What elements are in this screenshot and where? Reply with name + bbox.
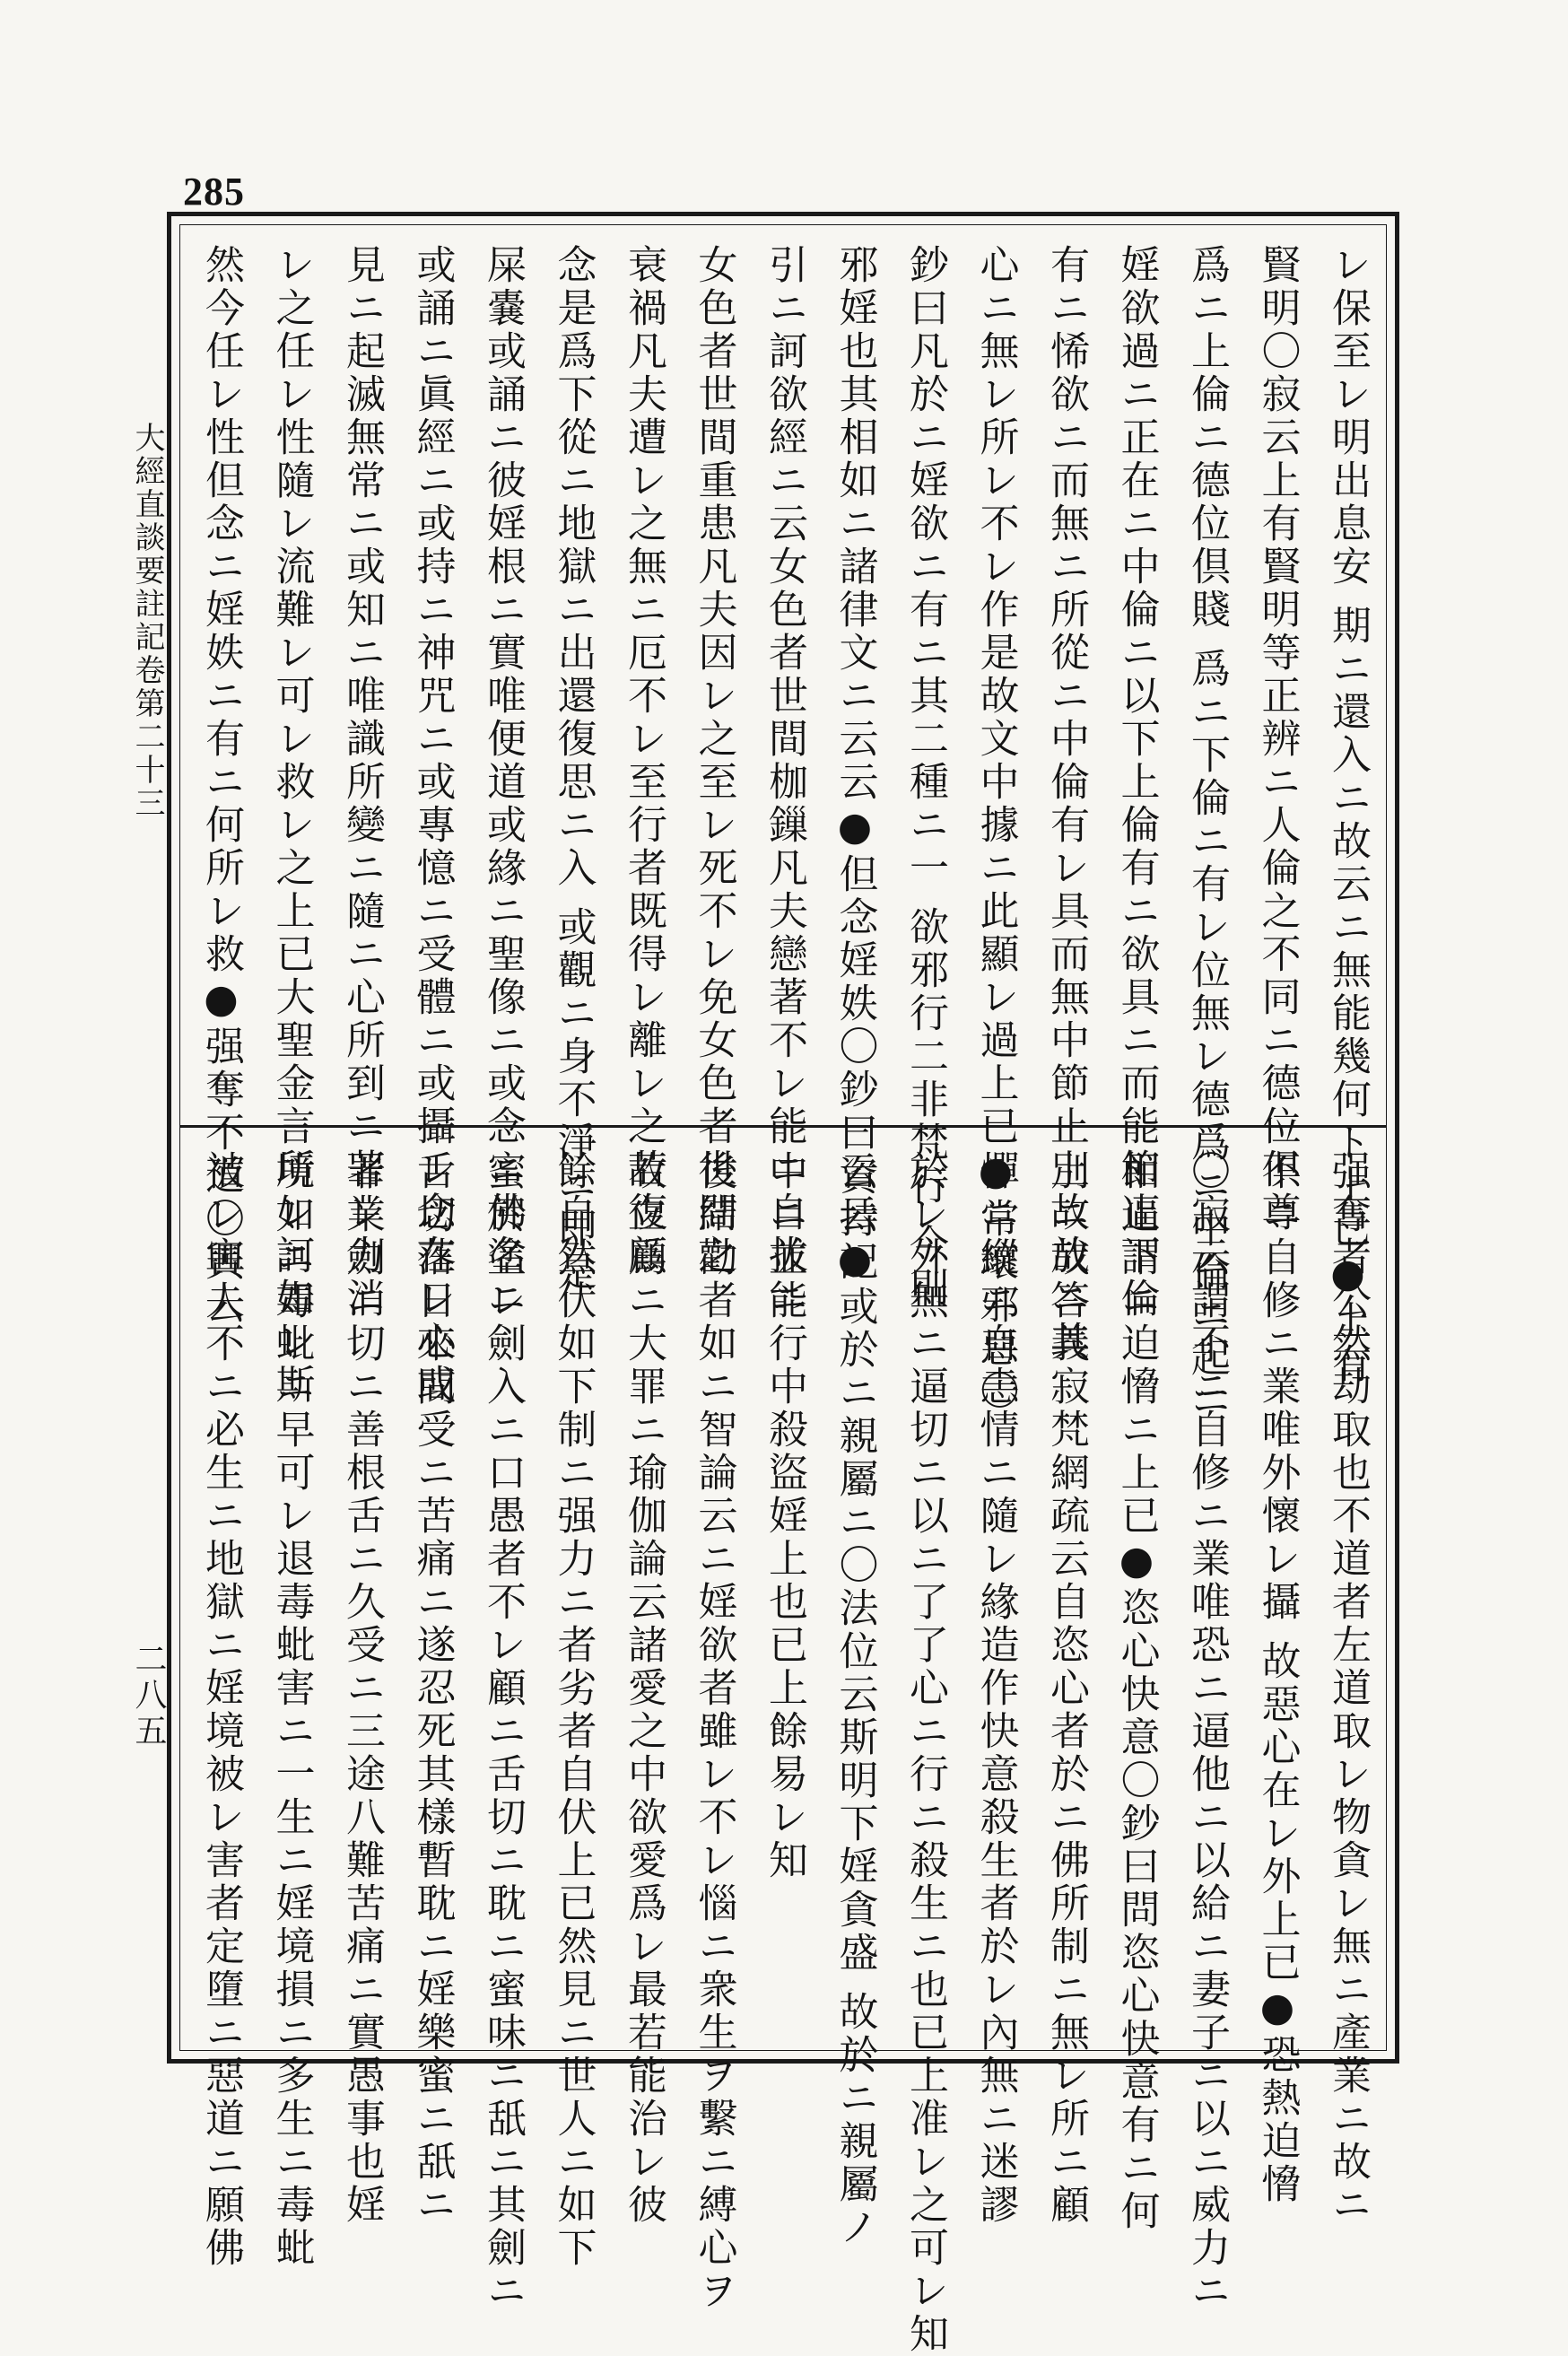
text-column: 衰禍凡夫遭レ之無ニ厄不レ至行者既得レ離レ之若復顧 [621, 244, 666, 1278]
text-column: 別ニ哉答義寂梵網疏云自恣心者於ニ佛所制ニ無レ所ニ顧 [1043, 1150, 1089, 2227]
text-column: 强奪者公然劫取也不道者左道取レ物貪レ無ニ產業ニ故ニ [1325, 1150, 1371, 2227]
text-column: 爲ニ上倫ニ德位倶賤 爲ニ下倫ニ有レ位無レ德爲ニ中倫ニ起ニ [1184, 244, 1230, 1423]
lower-text-block [198, 1150, 1371, 2356]
text-column: 女色者世間重患凡夫因レ之至レ死不レ免女色者世間之 [691, 244, 737, 1278]
text-column: 餘自然伏如下制ニ强力ニ者劣者自伏上已然見ニ世人ニ如下 [550, 1150, 597, 2270]
text-column: 憚ニ縱ニ自恚情ニ隨レ緣造作快意殺生者於レ內無ニ迷謬 [972, 1150, 1019, 2227]
text-column: 屎嚢或誦ニ彼婬根ニ實唯便道或緣ニ聖像ニ或念ニ佛名ニ [480, 244, 526, 1321]
text-column: 賢明〇寂云上有賢明等正辨ニ人倫之不同ニ德位倶尊 [1254, 244, 1301, 1235]
text-column: 中ニ並能行中殺盜婬上也已上餘易レ知 [762, 1150, 807, 1882]
text-column: 不ニ自修ニ業唯外懷レ攝 故惡心在レ外上已●恐熱迫愶 [1254, 1150, 1301, 2206]
text-column: 境如ニ毒蚍ニ早可レ退毒蚍害ニ一生ニ婬境損ニ多生ニ毒蚍 [268, 1150, 315, 2270]
text-column: 〇寂云謂不ニ自修ニ業唯恐ニ逼他ニ以給ニ妻子ニ以ニ威力ニ [1184, 1150, 1230, 2313]
text-column: レ保至レ明出息安 期ニ還入ニ故云ニ無能幾何ト上已●上有 [1325, 244, 1371, 1386]
text-column: 婬欲過ニ正在ニ中倫ニ以下上倫有ニ欲具ニ而能節止下倫 [1113, 244, 1160, 1321]
text-column: 罪業劍ニ切ニ善根舌ニ久受ニ三途八難苦痛ニ實愚事也婬 [339, 1150, 385, 2227]
text-column: 舌切落日來間受ニ苦痛ニ遂忍死其樣暫耽ニ婬樂蜜ニ舐ニ [409, 1150, 456, 2227]
text-column: 被レ害人不ニ必生ニ地獄ニ婬境被レ害者定墮ニ惡道ニ願佛 [198, 1150, 244, 2270]
text-column: 念是爲下從ニ地獄ニ出還復思ニ入 或觀ニ身不淨ニ即是 [550, 244, 597, 1294]
text-column: 蜜於塗レ劍入ニ口愚者不レ顧ニ舌切ニ耽ニ蜜味ニ舐ニ其劍ニ [480, 1150, 526, 2313]
text-column: 邪婬也其相如ニ諸律文ニ云云●但念婬妷〇鈔曰資持記 [832, 244, 878, 1284]
text-column: 云云●或於ニ親屬ニ〇法位云斯明下婬貪盛 故於ニ親屬ノ [832, 1150, 878, 2249]
page-number: 285 [183, 170, 245, 214]
running-title: 大經直談要註記卷第二十三 [129, 422, 165, 820]
text-column: 見ニ起滅無常ニ或知ニ唯識所變ニ隨ニ心所到ニ著レ力消 [339, 244, 385, 1321]
folio-number: 二八五 [130, 1642, 167, 1750]
text-column: 引ニ訶欲經ニ云女色者世間枷鏁凡夫戀著不レ能ニ自拔ニ [762, 244, 807, 1321]
text-column: 有ニ悕欲ニ而無ニ所從ニ中倫有レ具而無中節止上故放ニ其 [1043, 244, 1089, 1364]
text-column: 後結勸者如ニ智論云ニ婬欲者雖レ不レ惱ニ衆生ヲ繫ニ縛心ヲ [691, 1150, 737, 2313]
text-column: 鈔曰凡於ニ婬欲ニ有ニ其二種ニ一 欲邪行二非梵行 今則 [902, 244, 948, 1310]
text-column: 於レ外無ニ逼切ニ以ニ了了心ニ行ニ殺生ニ也已上准レ之可レ知 [902, 1150, 948, 2356]
text-column: レ之任レ性隨レ流難レ可レ救レ之上已大聖金言所レ訶如レ斯 [268, 244, 315, 1407]
text-column: 然今任レ性但念ニ婬妷ニ有ニ何所レ救●强奪不道〇興云 [198, 244, 244, 1327]
text-column: 相逼謂ニ迫愶ニ上已●恣心快意〇鈔曰問恣心快意有ニ何 [1113, 1150, 1160, 2233]
text-column: 或誦ニ眞經ニ或持ニ神咒ニ或專憶ニ受體ニ或攝レ念在レ心或 [409, 244, 456, 1407]
text-column: 心ニ無レ所レ不レ作是故文中據ニ此顯レ過上已●常壞邪惡〇 [972, 244, 1019, 1413]
upper-text-block [198, 244, 1371, 1423]
text-column: 故立爲ニ大罪ニ瑜伽論云諸愛之中欲愛爲レ最若能治レ彼 [621, 1150, 666, 2227]
